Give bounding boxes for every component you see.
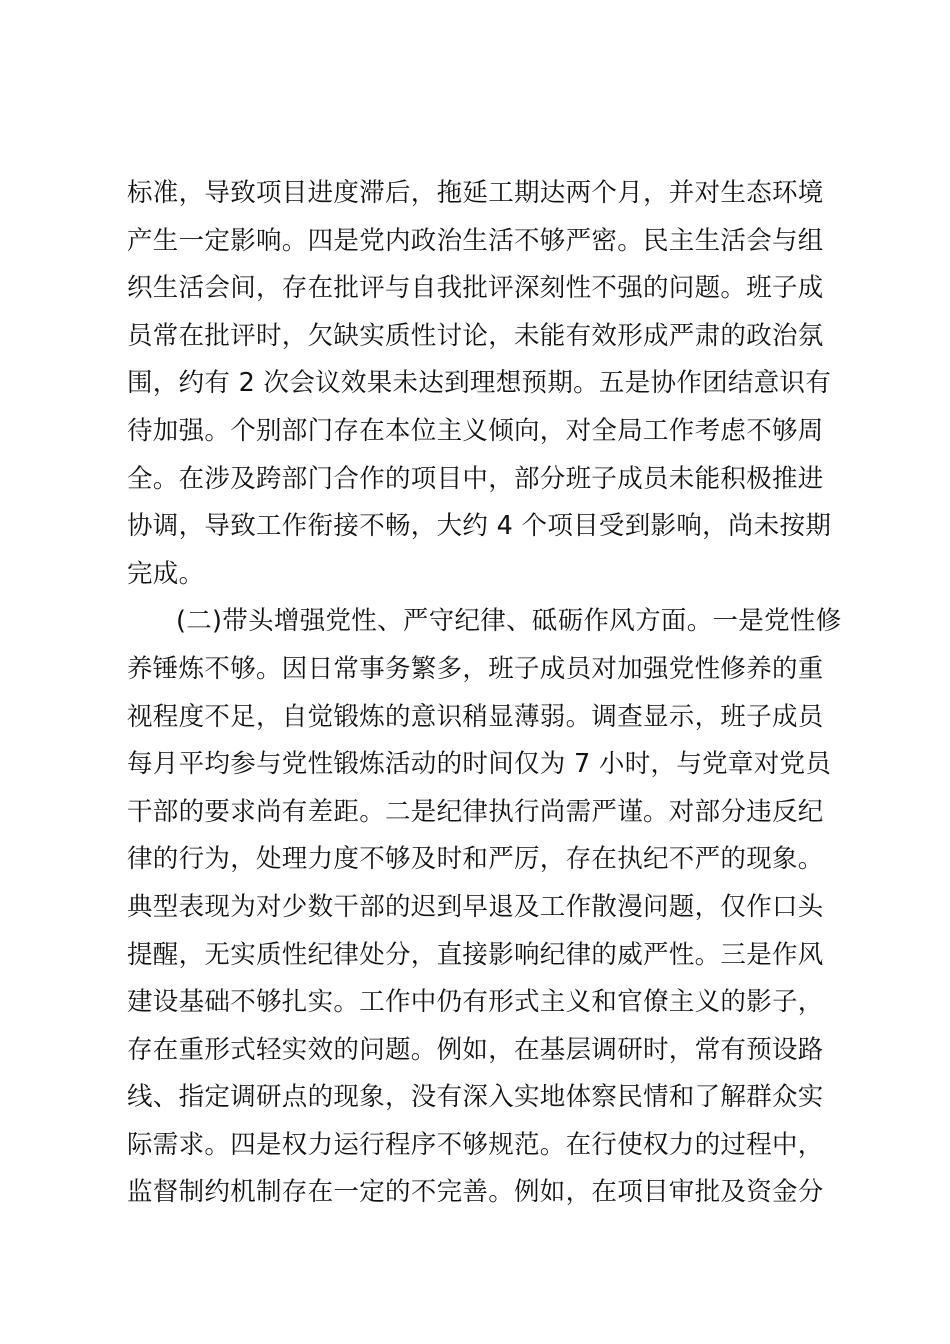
text-line: 待加强。个别部门存在本位主义倾向，对全局工作考虑不够周	[127, 415, 824, 446]
text-line: 标准，导致项目进度滞后，拖延工期达两个月，并对生态环境	[127, 178, 824, 208]
text-line: 提醒，无实质性纪律处分，直接影响纪律的威严性。三是作风	[127, 939, 824, 970]
text-line: 律的行为，处理力度不够及时和严厉，存在执纪不严的现象。	[127, 844, 824, 875]
text-line: 监督制约机制存在一定的不完善。例如，在项目审批及资金分	[127, 1177, 824, 1208]
section-heading-line: (二)带头增强党性、严守纪律、砥砺作风方面。一是党性修	[176, 606, 842, 637]
text-line: 线、指定调研点的现象，没有深入实地体察民情和了解群众实	[127, 1082, 824, 1113]
text-line: 全。在涉及跨部门合作的项目中，部分班子成员未能积极推进	[127, 463, 824, 494]
text-line: 织生活会间，存在批评与自我批评深刻性不强的问题。班子成	[127, 273, 824, 304]
text-line: 养锤炼不够。因日常事务繁多，班子成员对加强党性修养的重	[127, 653, 824, 684]
text-line: 完成。	[127, 558, 205, 589]
text-line: 干部的要求尚有差距。二是纪律执行尚需严谨。对部分违反纪	[127, 796, 824, 827]
text-line: 存在重形式轻实效的问题。例如，在基层调研时，常有预设路	[127, 1034, 824, 1065]
text-line: 每月平均参与党性锻炼活动的时间仅为 7 小时，与党章对党员	[127, 749, 832, 780]
text-line: 际需求。四是权力运行程序不够规范。在行使权力的过程中，	[127, 1129, 824, 1160]
text-line: 围，约有 2 次会议效果未达到理想预期。五是协作团结意识有	[127, 368, 832, 399]
body-text	[127, 170, 842, 1217]
text-line: 典型表现为对少数干部的迟到早退及工作散漫问题，仅作口头	[127, 891, 824, 922]
text-line: 视程度不足，自觉锻炼的意识稍显薄弱。调查显示，班子成员	[127, 701, 824, 732]
text-line: 协调，导致工作衔接不畅，大约 4 个项目受到影响，尚未按期	[127, 511, 832, 542]
text-line: 建设基础不够扎实。工作中仍有形式主义和官僚主义的影子，	[127, 987, 824, 1018]
text-line: 产生一定影响。四是党内政治生活不够严密。民主生活会与组	[127, 225, 824, 256]
text-line: 员常在批评时，欠缺实质性讨论，未能有效形成严肃的政治氛	[127, 320, 824, 351]
